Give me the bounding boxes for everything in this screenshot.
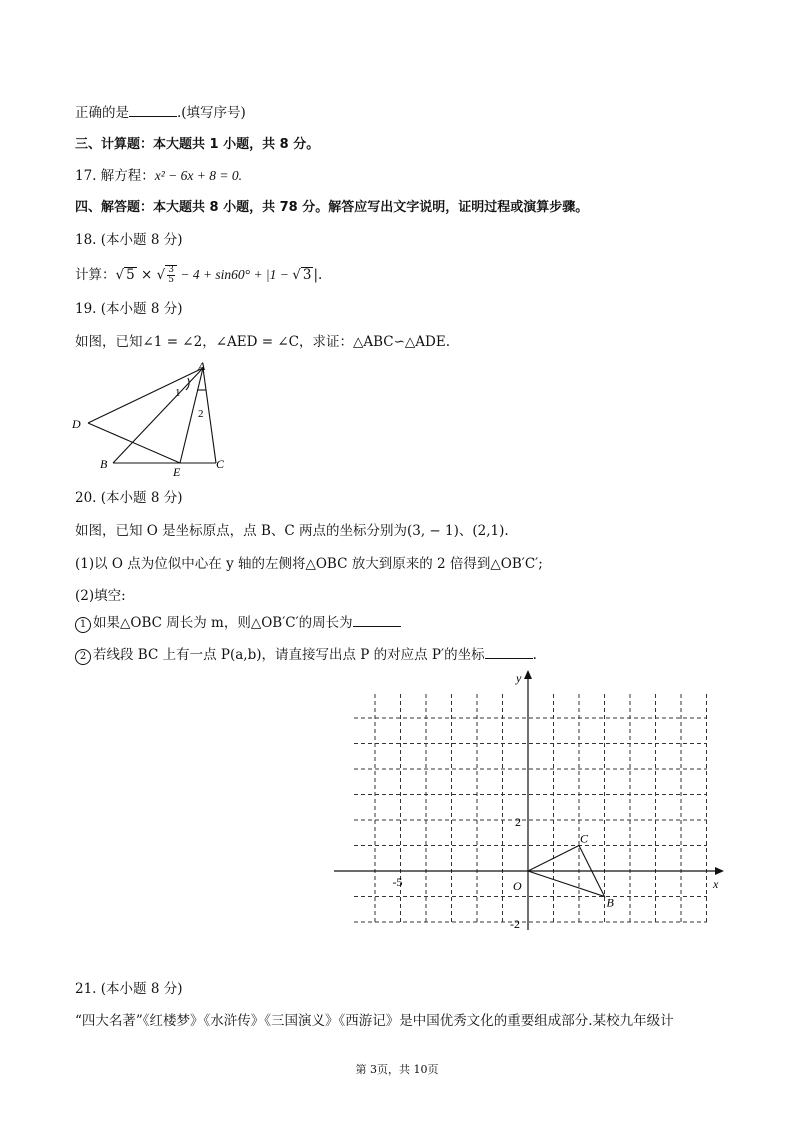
q20-sub1 bbox=[75, 614, 401, 633]
q20-sub2 bbox=[75, 646, 537, 665]
q17 bbox=[75, 167, 242, 185]
q16-tail bbox=[75, 104, 246, 122]
sqrt-arg-3: 3 bbox=[302, 267, 312, 283]
q20-part2: (2)填空: bbox=[75, 588, 126, 604]
page-footer: 第 3页，共 10页 bbox=[355, 1063, 439, 1076]
label-B: B bbox=[100, 457, 108, 471]
coordinate-grid-figure bbox=[330, 668, 730, 948]
angle-2-label: 2 bbox=[198, 408, 204, 420]
times-sign: × bbox=[136, 267, 157, 283]
q21-label: 21. (本小题 8 分) bbox=[75, 981, 183, 997]
y-axis-label: y bbox=[516, 671, 522, 685]
x-axis-arrow bbox=[715, 867, 724, 875]
q18-expression bbox=[75, 264, 322, 286]
tick-label-2: 2 bbox=[515, 815, 521, 829]
sqrt-arg: 5 bbox=[126, 267, 135, 283]
q20-sub2-text: 若线段 BC 上有一点 P(a,b)，请直接写出点 P 的对应点 P′的坐标 bbox=[93, 647, 485, 663]
q21-text: “四大名著”《红楼梦》《水浒传》《三国演义》《西游记》是中国优秀文化的重要组成部分.某校九年级计 bbox=[75, 1013, 674, 1029]
answer-blank bbox=[129, 104, 177, 117]
q18-label: 18. (本小题 8 分) bbox=[75, 232, 183, 248]
frac-numerator: 3 bbox=[168, 265, 174, 275]
q16-suffix: .(填写序号) bbox=[177, 105, 246, 121]
q18-prefix: 计算： bbox=[75, 267, 116, 283]
sqrt-frac bbox=[165, 265, 177, 285]
q20-label: 20. (本小题 8 分) bbox=[75, 490, 183, 506]
q18-rest: − 4 + sin60° + |1 − bbox=[176, 267, 293, 282]
label-A: A bbox=[198, 359, 206, 373]
angle-1-label: 1 bbox=[175, 387, 181, 399]
q20-intro: 如图，已知 O 是坐标原点，点 B、C 两点的坐标分别为(3, − 1)、(2,1). bbox=[75, 523, 509, 539]
sqrt-sign-2: √ bbox=[156, 267, 166, 283]
circled-number-2: 2 bbox=[75, 649, 91, 665]
tick-label-neg2: -2 bbox=[510, 917, 520, 931]
q19-label: 19. (本小题 8 分) bbox=[75, 301, 183, 317]
sqrt-sign-3: √ bbox=[292, 267, 301, 283]
circled-number-1: 1 bbox=[75, 617, 91, 633]
y-axis-arrow bbox=[524, 670, 532, 679]
label-D: D bbox=[72, 417, 81, 431]
frac-denominator: 5 bbox=[168, 275, 174, 285]
section3-heading: 三、计算题：本大题共 1 小题，共 8 分。 bbox=[75, 137, 320, 152]
q20-sub1-text: 如果△OBC 周长为 m，则△OB′C′的周长为 bbox=[93, 615, 353, 631]
origin-label: O bbox=[513, 879, 522, 893]
point-B-label: B bbox=[606, 895, 614, 910]
answer-blank-3 bbox=[485, 646, 533, 659]
q19-triangle-figure bbox=[70, 358, 240, 480]
q20-sub2-suffix: . bbox=[532, 647, 537, 663]
q16-prefix: 正确的是 bbox=[75, 105, 129, 121]
label-E: E bbox=[173, 465, 181, 479]
q17-equation: x² − 6x + 8 = 0. bbox=[154, 168, 243, 183]
x-axis-label: x bbox=[713, 877, 719, 891]
q18-end: |. bbox=[313, 267, 323, 283]
sqrt-sign: √ bbox=[115, 267, 125, 283]
q17-label: 17. 解方程： bbox=[75, 168, 155, 184]
fraction bbox=[167, 266, 175, 285]
tick-label-neg5: -5 bbox=[392, 875, 403, 889]
q20-part1: (1)以 O 点为位似中心在 y 轴的左侧将△OBC 放大到原来的 2 倍得到△OB′C′; bbox=[75, 556, 543, 572]
section4-heading: 四、解答题：本大题共 8 小题，共 78 分。解答应写出文字说明，证明过程或演算步骤。 bbox=[75, 200, 589, 215]
q19-statement: 如图，已知∠1 = ∠2，∠AED = ∠C，求证：△ABC∽△ADE. bbox=[75, 334, 451, 350]
label-C: C bbox=[216, 457, 225, 471]
answer-blank-2 bbox=[353, 614, 401, 627]
point-C-label: C bbox=[580, 831, 589, 846]
